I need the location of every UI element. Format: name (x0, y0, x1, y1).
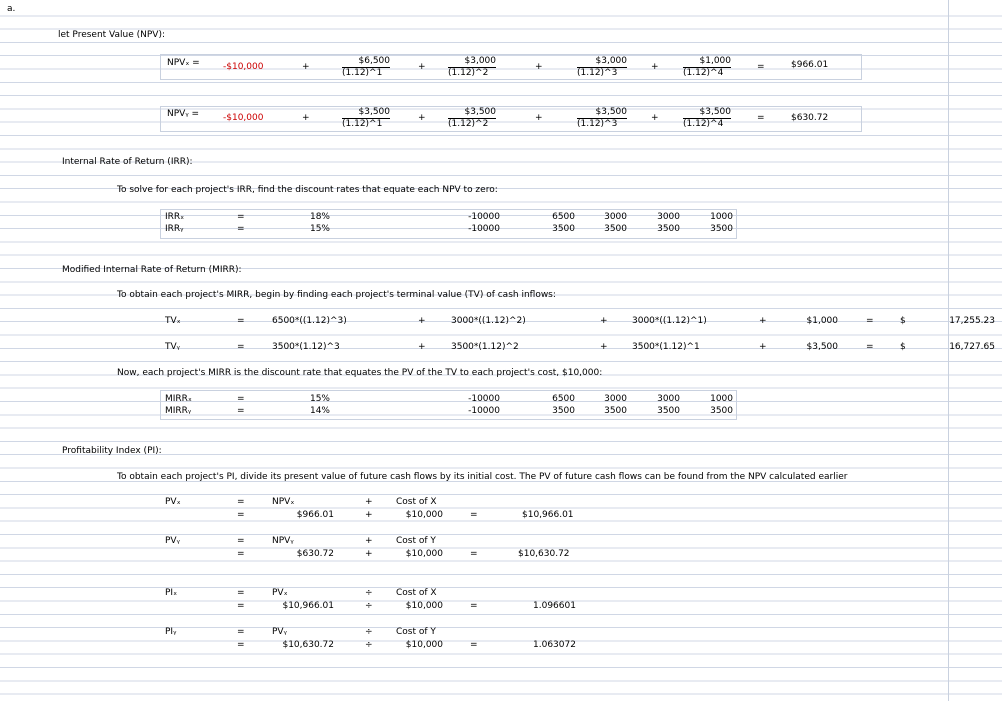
pv-x-eq-2: = (237, 510, 245, 520)
npv-x-den-1: (1.12)^1 (342, 68, 383, 78)
npv-x-result: $966.01 (791, 60, 829, 70)
pv-y-result: $10,630.72 (518, 549, 570, 559)
pv-x-a-value: $966.01 (296, 510, 334, 520)
pv-y-eq-1: = (237, 536, 245, 546)
pi-y-eq-3: = (470, 640, 478, 650)
pi-x-b-label: Cost of X (396, 588, 437, 598)
tv-y-plus-3: + (759, 342, 767, 352)
npv-x-num-1: $6,500 (342, 56, 390, 68)
pv-x-eq-3: = (470, 510, 478, 520)
mirr-heading: Modified Internal Rate of Return (MIRR): (62, 265, 242, 275)
irr-x-cf3: 3000 (657, 212, 680, 222)
irr-x-cf4: 1000 (710, 212, 733, 222)
npv-y-plus-2: + (418, 113, 426, 123)
irr-y-cf0: -10000 (468, 224, 500, 234)
pi-x-eq-1: = (237, 588, 245, 598)
irr-y-cf2: 3500 (604, 224, 627, 234)
irr-y-eq: = (237, 224, 245, 234)
irr-x-cf2: 3000 (604, 212, 627, 222)
npv-y-cf0: -$10,000 (223, 113, 264, 123)
irr-heading: Internal Rate of Return (IRR): (62, 157, 193, 167)
npv-x-den-4: (1.12)^4 (683, 68, 724, 78)
irr-y-cf1: 3500 (552, 224, 575, 234)
tv-x-term-4: $1,000 (806, 316, 838, 326)
irr-x-eq: = (237, 212, 245, 222)
npv-x-den-2: (1.12)^2 (448, 68, 489, 78)
mirr-x-cf1: 6500 (552, 394, 575, 404)
tv-y-term-1: 3500*(1.12)^3 (272, 342, 340, 352)
pv-y-label: PVᵧ (165, 536, 180, 546)
pi-y-op-1: ÷ (365, 627, 373, 637)
pi-y-eq-2: = (237, 640, 245, 650)
corner-label: a. (7, 4, 16, 14)
tv-y-label: TVᵧ (165, 342, 181, 352)
npv-y-plus-1: + (302, 113, 310, 123)
pi-y-a-value: $10,630.72 (282, 640, 334, 650)
tv-y-value: 16,727.65 (949, 342, 995, 352)
pv-y-eq-3: = (470, 549, 478, 559)
mirr-y-cf3: 3500 (657, 406, 680, 416)
npv-y-label: NPVᵧ = (167, 109, 200, 119)
pv-y-b-label: Cost of Y (396, 536, 436, 546)
npv-y-den-4: (1.12)^4 (683, 119, 724, 129)
tv-y-currency: $ (900, 342, 906, 352)
irr-y-cf4: 3500 (710, 224, 733, 234)
mirr-y-eq: = (237, 406, 245, 416)
mirr-x-cf0: -10000 (468, 394, 500, 404)
npv-y-den-1: (1.12)^1 (342, 119, 383, 129)
npv-x-num-4: $1,000 (683, 56, 731, 68)
pv-y-a-label: NPVᵧ (272, 536, 294, 546)
npv-x-equals: = (757, 62, 765, 72)
tv-x-currency: $ (900, 316, 906, 326)
pv-y-eq-2: = (237, 549, 245, 559)
pv-x-b-label: Cost of X (396, 497, 437, 507)
mirr-x-eq: = (237, 394, 245, 404)
mirr-x-cf2: 3000 (604, 394, 627, 404)
npv-y-equals: = (757, 113, 765, 123)
tv-x-term-1: 6500*((1.12)^3) (272, 316, 347, 326)
pv-y-op-2: + (365, 549, 373, 559)
pi-x-label: PIₓ (165, 588, 178, 598)
tv-x-plus-2: + (600, 316, 608, 326)
pi-y-eq-1: = (237, 627, 245, 637)
npv-x-den-3: (1.12)^3 (577, 68, 618, 78)
tv-y-plus-1: + (418, 342, 426, 352)
pi-x-a-label: PVₓ (272, 588, 288, 598)
tv-x-eq-2: = (866, 316, 874, 326)
pv-y-a-value: $630.72 (296, 549, 334, 559)
irr-y-rate: 15% (309, 224, 330, 234)
npv-y-plus-4: + (651, 113, 659, 123)
irr-y-cf3: 3500 (657, 224, 680, 234)
mirr-intro-2: Now, each project's MIRR is the discount rate that equates the PV of the TV to each project's cost, $10,000: (117, 368, 603, 378)
tv-x-term-3: 3000*((1.12)^1) (632, 316, 707, 326)
npv-y-den-2: (1.12)^2 (448, 119, 489, 129)
pi-x-op-2: ÷ (365, 601, 373, 611)
tv-x-plus-1: + (418, 316, 426, 326)
pi-x-a-value: $10,966.01 (282, 601, 334, 611)
npv-x-cf0: -$10,000 (223, 62, 264, 72)
tv-y-term-2: 3500*(1.12)^2 (451, 342, 519, 352)
npv-x-plus-3: + (535, 62, 543, 72)
pv-x-op-2: + (365, 510, 373, 520)
pv-x-eq-1: = (237, 497, 245, 507)
pv-x-op-1: + (365, 497, 373, 507)
pi-y-result: 1.063072 (533, 640, 576, 650)
npv-x-num-2: $3,000 (448, 56, 496, 68)
tv-x-label: TVₓ (165, 316, 181, 326)
irr-x-label: IRRₓ (165, 212, 185, 222)
mirr-y-cf1: 3500 (552, 406, 575, 416)
mirr-y-label: MIRRᵧ (165, 406, 192, 416)
npv-x-plus-2: + (418, 62, 426, 72)
irr-y-label: IRRᵧ (165, 224, 184, 234)
pv-x-result: $10,966.01 (522, 510, 574, 520)
pv-x-b-value: $10,000 (405, 510, 443, 520)
pv-x-label: PVₓ (165, 497, 181, 507)
mirr-x-rate: 15% (309, 394, 330, 404)
tv-y-eq-2: = (866, 342, 874, 352)
pi-x-b-value: $10,000 (405, 601, 443, 611)
tv-x-plus-3: + (759, 316, 767, 326)
npv-y-result: $630.72 (791, 113, 829, 123)
npv-y-num-2: $3,500 (448, 107, 496, 119)
mirr-x-label: MIRRₓ (165, 394, 192, 404)
tv-y-plus-2: + (600, 342, 608, 352)
npv-heading: let Present Value (NPV): (58, 30, 166, 40)
pi-y-a-label: PVᵧ (272, 627, 287, 637)
pi-x-result: 1.096601 (533, 601, 576, 611)
pv-y-b-value: $10,000 (405, 549, 443, 559)
irr-x-cf0: -10000 (468, 212, 500, 222)
mirr-y-cf0: -10000 (468, 406, 500, 416)
mirr-x-cf3: 3000 (657, 394, 680, 404)
mirr-y-rate: 14% (309, 406, 330, 416)
tv-x-eq: = (237, 316, 245, 326)
npv-x-num-3: $3,000 (577, 56, 627, 68)
pi-y-b-value: $10,000 (405, 640, 443, 650)
npv-x-plus-4: + (651, 62, 659, 72)
npv-y-num-4: $3,500 (683, 107, 731, 119)
tv-x-value: 17,255.23 (949, 316, 995, 326)
mirr-y-cf2: 3500 (604, 406, 627, 416)
npv-y-plus-3: + (535, 113, 543, 123)
irr-x-cf1: 6500 (552, 212, 575, 222)
tv-x-term-2: 3000*((1.12)^2) (451, 316, 526, 326)
pi-y-op-2: ÷ (365, 640, 373, 650)
npv-y-den-3: (1.12)^3 (577, 119, 618, 129)
pv-y-op-1: + (365, 536, 373, 546)
irr-x-rate: 18% (309, 212, 330, 222)
pi-intro: To obtain each project's PI, divide its present value of future cash flows by its initial cost. The PV of future cash flows can be found from the NPV calculated earlier (117, 472, 848, 482)
tv-y-term-4: $3,500 (806, 342, 838, 352)
tv-y-term-3: 3500*(1.12)^1 (632, 342, 700, 352)
npv-y-num-3: $3,500 (577, 107, 627, 119)
npv-x-label: NPVₓ = (167, 58, 200, 68)
pi-heading: Profitability Index (PI): (62, 446, 162, 456)
pi-x-eq-2: = (237, 601, 245, 611)
pv-x-a-label: NPVₓ (272, 497, 295, 507)
tv-y-eq: = (237, 342, 245, 352)
irr-intro: To solve for each project's IRR, find the discount rates that equate each NPV to zero: (117, 185, 498, 195)
mirr-intro: To obtain each project's MIRR, begin by finding each project's terminal value (TV) of cash inflows: (117, 290, 556, 300)
mirr-y-cf4: 3500 (710, 406, 733, 416)
pi-y-label: PIᵧ (165, 627, 177, 637)
pi-y-b-label: Cost of Y (396, 627, 436, 637)
pi-x-op-1: ÷ (365, 588, 373, 598)
pi-x-eq-3: = (470, 601, 478, 611)
npv-x-plus-1: + (302, 62, 310, 72)
npv-y-num-1: $3,500 (342, 107, 390, 119)
mirr-x-cf4: 1000 (710, 394, 733, 404)
